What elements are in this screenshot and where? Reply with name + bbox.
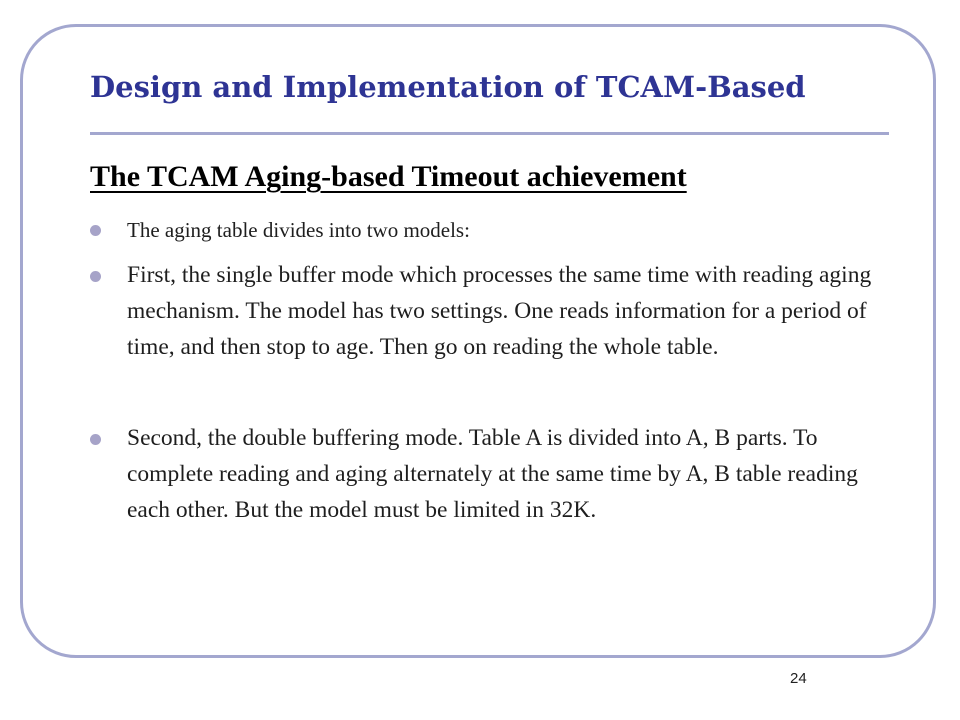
bullet-dot-icon: [90, 434, 101, 445]
bullet-text: The aging table divides into two models:: [127, 218, 470, 242]
bullet-text: Second, the double buffering mode. Table A is divided into A, B parts. To complete reading and aging alternately at the same time by A, B table reading each other. But the model must be limited in 32K.: [127, 425, 858, 523]
slide-title: Design and Implementation of TCAM-Based: [90, 70, 806, 104]
slide-subtitle: The TCAM Aging-based Timeout achievement: [90, 160, 687, 193]
bullet-dot-icon: [90, 271, 101, 282]
bullet-text: First, the single buffer mode which processes the same time with reading aging mechanism. The model has two settings. One reads information for a period of time, and then stop to age. Then go on reading the whole table.: [127, 262, 872, 360]
page-number: 24: [790, 670, 807, 687]
bullet-dot-icon: [90, 225, 101, 236]
title-divider: [90, 132, 889, 135]
